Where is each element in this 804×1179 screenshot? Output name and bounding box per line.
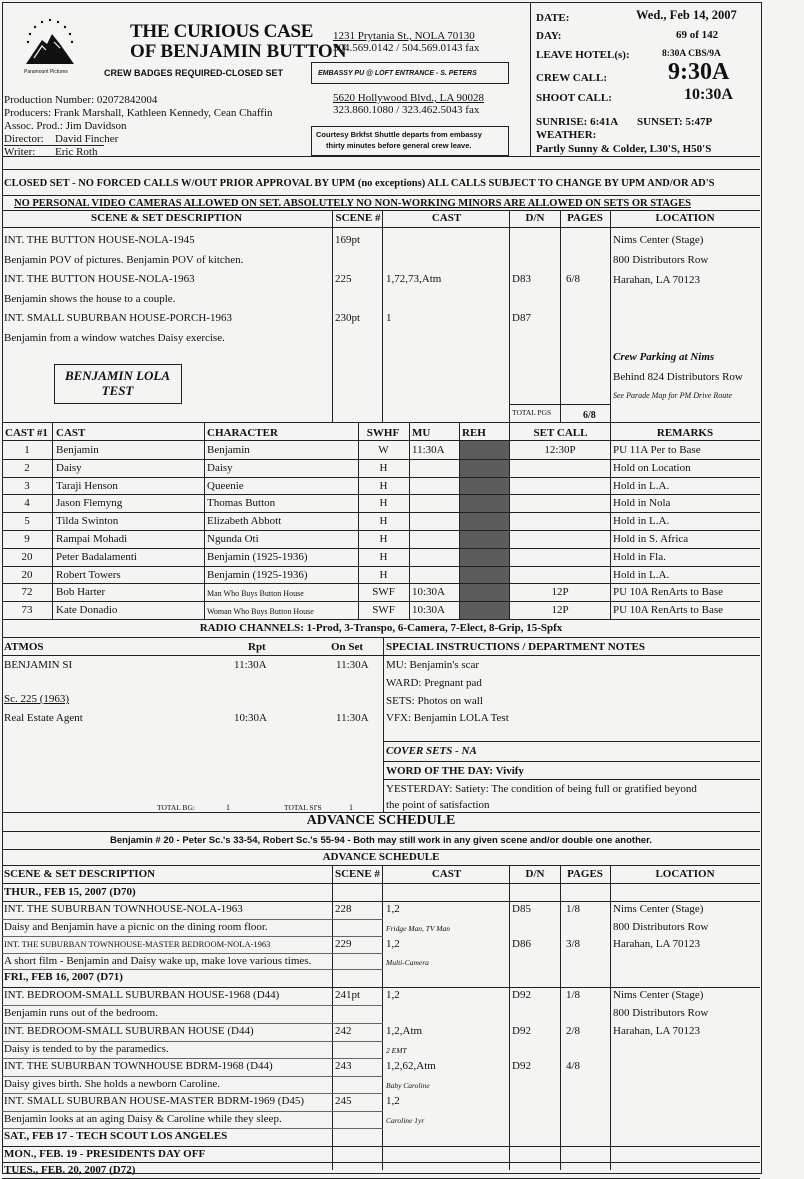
assoc-producer: Assoc. Prod.: Jim Davidson: [4, 120, 127, 132]
cast-row-setcall: 12:30P: [544, 444, 576, 456]
title-line2: OF BENJAMIN BUTTON: [130, 41, 347, 62]
scene-desc: Benjamin shows the house to a couple.: [4, 292, 176, 305]
cast-row-mu: 10:30A: [412, 604, 445, 617]
advance-desc: Daisy gives birth. She holds a newborn Caroline.: [4, 1078, 220, 1090]
date-label: DATE:: [536, 12, 570, 24]
cast-col-num: CAST #1: [5, 427, 48, 439]
advance-location: Harahan, LA 70123: [613, 938, 701, 950]
cast-row-name: Taraji Henson: [56, 479, 118, 492]
date-value: Wed., Feb 14, 2007: [636, 8, 737, 22]
weather-value: Partly Sunny & Colder, L30'S, H50'S: [536, 143, 712, 155]
office-address-la: 5620 Hollywood Blvd., LA 90028: [333, 92, 484, 104]
production-number: Production Number: 02072842004: [4, 94, 158, 106]
cast-row-swhf: H: [379, 461, 388, 474]
cast-row-remarks: Hold in L.A.: [613, 568, 670, 581]
cast-row-num: 73: [21, 604, 33, 617]
advance-desc: A short film - Benjamin and Daisy wake up, make love various times.: [4, 955, 312, 967]
lola-test-line1: BENJAMIN LOLA: [64, 368, 171, 383]
cast-row-name: Bob Harter: [56, 586, 106, 599]
advance-location: 800 Distributors Row: [613, 921, 709, 933]
advance-dn: D92: [512, 1025, 531, 1037]
advance-desc: Benjamin looks at an aging Daisy & Caroline while they sleep.: [4, 1113, 282, 1125]
scene-dn: D83: [512, 273, 531, 285]
cast-row-swhf: H: [379, 479, 388, 492]
adv-col-pages: PAGES: [567, 868, 603, 880]
scene-number: 225: [335, 273, 352, 285]
col-location: LOCATION: [655, 212, 715, 224]
yesterday-word-1: YESTERDAY: Satiety: The condition of being full or gratified beyond: [386, 783, 697, 795]
advance-location: Nims Center (Stage): [613, 989, 704, 1001]
title-line1: THE CURIOUS CASE: [130, 21, 314, 42]
cast-row-num: 5: [24, 515, 30, 528]
cast-row-remarks: PU 11A Per to Base: [613, 444, 701, 456]
director-name: David Fincher: [55, 133, 119, 145]
advance-desc: INT. BEDROOM-SMALL SUBURBAN HOUSE (D44): [4, 1025, 254, 1037]
shuttle-line1: Courtesy Brkfst Shuttle departs from embassy: [316, 130, 482, 139]
scene-number: 169pt: [335, 234, 361, 246]
advance-desc: INT. THE SUBURBAN TOWNHOUSE BDRM-1968 (D44): [4, 1060, 273, 1072]
atmos-scene-label: Sc. 225 (1963): [4, 693, 70, 705]
cast-row-character: Ngunda Oti: [207, 533, 259, 545]
leave-hotel-label: LEAVE HOTEL(s):: [536, 49, 630, 61]
advance-desc: Daisy and Benjamin have a picnic on the dining room floor.: [4, 921, 268, 933]
atmos-si-name: BENJAMIN SI: [4, 659, 73, 671]
total-si: 1: [349, 803, 353, 812]
cast-col-character: CHARACTER: [207, 427, 278, 439]
radio-channels: RADIO CHANNELS: 1-Prod, 3-Transpo, 6-Camera, 7-Elect, 8-Grip, 15-Spfx: [199, 622, 563, 634]
total-si-label: TOTAL SI'S: [284, 803, 322, 812]
total-bg: 1: [226, 803, 230, 812]
advance-cast: 1,2: [386, 903, 400, 915]
cast-row-swhf: SWF: [372, 586, 395, 599]
cast-row-swhf: H: [379, 533, 388, 545]
scene-desc: Benjamin from a window watches Daisy exercise.: [4, 331, 225, 344]
leave-hotel-value: 8:30A CBS/9A: [662, 49, 721, 59]
cast-row-character: Benjamin (1925-1936): [207, 550, 308, 563]
cast-row-name: Jason Flemyng: [56, 497, 123, 510]
cast-row-num: 3: [24, 479, 30, 492]
location-line-2: Harahan, LA 70123: [613, 274, 701, 286]
director-label: Director:: [4, 133, 44, 145]
cast-row-remarks: PU 10A RenArts to Base: [613, 604, 723, 617]
special-note-0: MU: Benjamin's scar: [386, 659, 480, 671]
cast-row-num: 1: [24, 444, 30, 456]
lola-test-line2: TEST: [101, 383, 134, 398]
cast-row-name: Daisy: [56, 461, 82, 474]
advance-day-header: MON., FEB. 19 - PRESIDENTS DAY OFF: [4, 1148, 206, 1160]
cast-row-character: Benjamin: [207, 444, 250, 456]
cast-row-character: Man Who Buys Button House: [207, 589, 304, 599]
no-video-notice: NO PERSONAL VIDEO CAMERAS ALLOWED ON SET. ABSOLUTELY NO NON-WORKING MINORS ARE ALLOWED ON SETS OR STAGES: [14, 198, 691, 209]
scene-dn: D87: [512, 312, 531, 324]
weather-label: WEATHER:: [536, 129, 597, 141]
advance-schedule-title2: ADVANCE SCHEDULE: [322, 851, 440, 863]
cast-row-num: 72: [21, 586, 33, 599]
special-instructions-header: SPECIAL INSTRUCTIONS / DEPARTMENT NOTES: [386, 641, 645, 653]
cast-row-name: Benjamin: [56, 444, 99, 456]
cast-col-mu: MU: [412, 427, 431, 439]
cast-row-mu: 11:30A: [412, 444, 445, 456]
advance-cast-note: Fridge Man, TV Man: [386, 924, 451, 933]
advance-desc: INT. THE SUBURBAN TOWNHOUSE-MASTER BEDROOM-NOLA-1963: [4, 939, 271, 949]
cast-row-num: 2: [24, 461, 30, 474]
advance-cast-note: Caroline 1yr: [386, 1116, 425, 1125]
advance-day-header: THUR., FEB 15, 2007 (D70): [4, 886, 136, 898]
crew-badges-notice: CREW BADGES REQUIRED-CLOSED SET: [104, 68, 284, 78]
scene-number: 230pt: [335, 312, 361, 324]
advance-desc: INT. BEDROOM-SMALL SUBURBAN HOUSE-1968 (D44): [4, 989, 280, 1001]
cast-row-swhf: H: [379, 497, 388, 510]
advance-note: Benjamin # 20 - Peter Sc.'s 33-54, Robert Sc.'s 55-94 - Both may still work in any given scene and/or double one another.: [110, 835, 652, 846]
advance-desc: Daisy is tended to by the paramedics.: [4, 1043, 169, 1055]
advance-desc: INT. SMALL SUBURBAN HOUSE-MASTER BDRM-1969 (D45): [4, 1095, 305, 1107]
advance-cast: 1,2,Atm: [386, 1025, 423, 1037]
day-label: DAY:: [536, 30, 562, 42]
advance-pages: 2/8: [566, 1025, 581, 1037]
office-phone-la: 323.860.1080 / 323.462.5043 fax: [333, 104, 480, 116]
office-address-nola: 1231 Prytania St., NOLA 70130: [333, 30, 475, 42]
advance-dn: D92: [512, 1060, 531, 1072]
advance-scene: 241pt: [335, 989, 361, 1001]
cast-row-swhf: H: [379, 568, 388, 581]
cast-row-character: Queenie: [207, 479, 244, 492]
cast-row-setcall: 12P: [551, 604, 569, 617]
atmos-agent-onset: 11:30A: [336, 712, 369, 724]
advance-pages: 4/8: [566, 1060, 581, 1072]
advance-scene: 242: [335, 1025, 352, 1037]
cast-row-remarks: Hold in L.A.: [613, 515, 670, 528]
cast-row-character: Benjamin (1925-1936): [207, 568, 308, 581]
col-pages: PAGES: [567, 212, 603, 224]
scene-desc: Benjamin POV of pictures. Benjamin POV of kitchen.: [4, 253, 244, 266]
atmos-rpt-label: Rpt: [248, 641, 266, 653]
advance-cast: 1,2: [386, 1095, 400, 1107]
scene-desc: INT. THE BUTTON HOUSE-NOLA-1945: [4, 234, 195, 246]
cast-row-name: Robert Towers: [56, 568, 121, 581]
adv-col-cast: CAST: [431, 868, 462, 880]
adv-col-desc: SCENE & SET DESCRIPTION: [4, 868, 156, 880]
sunrise: SUNRISE: 6:41A: [536, 116, 619, 128]
crew-call-value: 9:30A: [668, 59, 730, 85]
cast-col-reh: REH: [462, 427, 486, 439]
advance-desc: INT. THE SUBURBAN TOWNHOUSE-NOLA-1963: [4, 903, 243, 915]
cast-row-character: Elizabeth Abbott: [207, 515, 282, 528]
total-pgs: 6/8: [583, 410, 596, 421]
advance-cast-note: Baby Caroline: [386, 1081, 430, 1090]
cast-col-swhf: SWHF: [366, 427, 400, 439]
location-line-1: 800 Distributors Row: [613, 254, 709, 266]
paramount-logo: [20, 14, 80, 76]
cast-row-remarks: PU 10A RenArts to Base: [613, 586, 723, 599]
advance-cast: 1,2,62,Atm: [386, 1060, 436, 1072]
cast-row-remarks: Hold in S. Africa: [613, 533, 689, 545]
advance-dn: D86: [512, 938, 531, 950]
special-note-3: VFX: Benjamin LOLA Test: [386, 712, 509, 724]
location-line-0: Nims Center (Stage): [613, 234, 704, 246]
special-note-2: SETS: Photos on wall: [386, 695, 483, 707]
scene-desc: INT. THE BUTTON HOUSE-NOLA-1963: [4, 273, 195, 285]
adv-col-dn: D/N: [525, 868, 545, 880]
cast-row-swhf: W: [378, 444, 389, 456]
advance-cast-note: 2 EMT: [386, 1046, 407, 1055]
producers: Producers: Frank Marshall, Kathleen Kennedy, Cean Chaffin: [4, 107, 273, 119]
cast-row-num: 4: [24, 497, 30, 510]
atmos-agent: Real Estate Agent: [4, 712, 83, 724]
advance-dn: D85: [512, 903, 531, 915]
sunset: SUNSET: 5:47P: [637, 116, 713, 128]
shuttle-line2: thirty minutes before general crew leave.: [326, 141, 472, 150]
cast-row-name: Kate Donadio: [56, 604, 118, 617]
advance-pages: 3/8: [566, 938, 581, 950]
cast-col-remarks: REMARKS: [656, 427, 714, 439]
scene-cast: 1: [386, 312, 392, 324]
advance-location: 800 Distributors Row: [613, 1007, 709, 1019]
advance-day-header: FRI., FEB 16, 2007 (D71): [4, 971, 123, 983]
crew-call-label: CREW CALL:: [536, 72, 608, 84]
cast-row-swhf: H: [379, 515, 388, 528]
scene-pages: 6/8: [566, 273, 581, 285]
scene-desc: INT. SMALL SUBURBAN HOUSE-PORCH-1963: [4, 312, 232, 324]
cast-col-setcall: SET CALL: [533, 427, 588, 439]
cover-sets: COVER SETS - NA: [386, 745, 477, 757]
cast-row-remarks: Hold on Location: [613, 461, 691, 474]
total-pgs-label: TOTAL PGS: [512, 408, 552, 417]
parking-address: Behind 824 Distributors Row: [613, 371, 743, 383]
cast-row-swhf: SWF: [372, 604, 395, 617]
crew-parking: Crew Parking at Nims: [613, 351, 715, 363]
advance-desc: Benjamin runs out of the bedroom.: [4, 1007, 158, 1019]
cast-row-remarks: Hold in Fla.: [613, 550, 666, 563]
col-scene-num: SCENE #: [335, 212, 381, 224]
atmos-si-onset: 11:30A: [336, 659, 369, 671]
advance-schedule-title: ADVANCE SCHEDULE: [306, 813, 456, 828]
advance-scene: 245: [335, 1095, 352, 1107]
cast-row-setcall: 12P: [551, 586, 569, 599]
advance-pages: 1/8: [566, 903, 581, 915]
cast-row-character: Woman Who Buys Button House: [207, 607, 314, 617]
col-dn: D/N: [525, 212, 545, 224]
advance-cast: 1,2: [386, 938, 400, 950]
cast-row-character: Daisy: [207, 461, 233, 474]
closed-set-notice: CLOSED SET - NO FORCED CALLS W/OUT PRIOR APPROVAL BY UPM (no exceptions) ALL CALLS SUBJECT TO CHANGE BY UPM AND/OR AD'S: [4, 178, 715, 189]
advance-scene: 243: [335, 1060, 352, 1072]
atmos-agent-rpt: 10:30A: [234, 712, 267, 724]
cast-row-swhf: H: [379, 550, 388, 563]
writer-name: Eric Roth: [55, 146, 98, 158]
cast-row-remarks: Hold in L.A.: [613, 479, 670, 492]
cast-row-num: 20: [21, 550, 33, 563]
advance-cast: 1,2: [386, 989, 400, 1001]
atmos-si-rpt: 11:30A: [234, 659, 267, 671]
cast-row-num: 20: [21, 568, 33, 581]
advance-day-header: TUES., FEB. 20, 2007 (D72): [4, 1164, 136, 1176]
advance-location: Harahan, LA 70123: [613, 1025, 701, 1037]
advance-dn: D92: [512, 989, 531, 1001]
adv-col-location: LOCATION: [655, 868, 715, 880]
word-of-the-day: WORD OF THE DAY: Vivify: [386, 765, 524, 777]
advance-location: Nims Center (Stage): [613, 903, 704, 915]
cast-row-remarks: Hold in Nola: [613, 497, 671, 510]
advance-pages: 1/8: [566, 989, 581, 1001]
advance-scene: 229: [335, 938, 352, 950]
col-scene-desc: SCENE & SET DESCRIPTION: [90, 212, 243, 224]
logo-caption: Paramount Pictures: [24, 69, 68, 75]
atmos-onset-label: On Set: [331, 641, 364, 653]
advance-cast-note: Multi-Camera: [386, 958, 429, 967]
writer-label: Writer:: [4, 146, 36, 158]
total-bg-label: TOTAL BG:: [157, 803, 195, 812]
cast-row-name: Rampai Mohadi: [56, 533, 128, 545]
parade-map: See Parade Map for PM Drive Route: [613, 391, 733, 400]
shoot-call-label: SHOOT CALL:: [536, 92, 612, 104]
special-note-1: WARD: Pregnant pad: [386, 677, 482, 689]
day-value: 69 of 142: [676, 29, 719, 41]
shoot-call-value: 10:30A: [684, 86, 733, 103]
atmos-label: ATMOS: [4, 641, 44, 653]
advance-scene: 228: [335, 903, 352, 915]
cast-row-character: Thomas Button: [207, 497, 276, 510]
scene-cast: 1,72,73,Atm: [386, 273, 442, 285]
cast-row-mu: 10:30A: [412, 586, 445, 599]
cast-col-cast: CAST: [56, 427, 86, 439]
office-phone-nola: 504.569.0142 / 504.569.0143 fax: [333, 42, 480, 54]
embassy-pickup: EMBASSY PU @ LOFT ENTRANCE - S. PETERS: [318, 70, 477, 77]
cast-row-name: Tilda Swinton: [56, 515, 119, 528]
adv-col-scene: SCENE #: [335, 868, 380, 880]
col-cast: CAST: [431, 212, 462, 224]
cast-row-num: 9: [24, 533, 30, 545]
yesterday-word-2: the point of satisfaction: [386, 799, 490, 811]
cast-row-name: Peter Badalamenti: [56, 550, 137, 563]
advance-day-header: SAT., FEB 17 - TECH SCOUT LOS ANGELES: [4, 1130, 228, 1142]
